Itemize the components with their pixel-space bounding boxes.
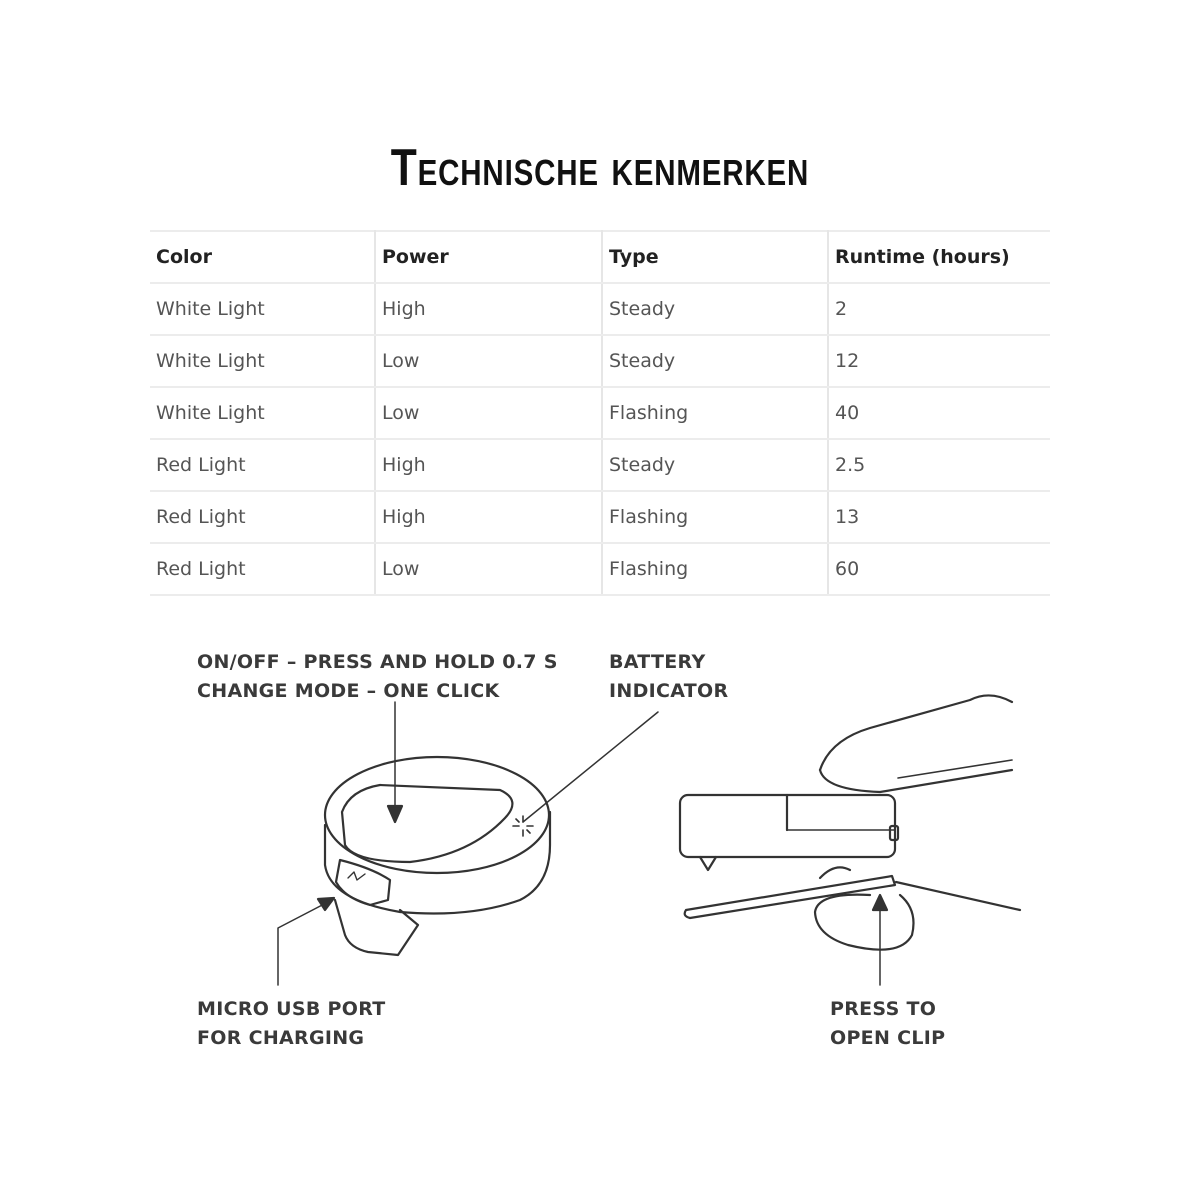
cell-power: Low: [375, 335, 602, 387]
battery-callout-line2: INDICATOR: [609, 680, 729, 702]
cell-color: Red Light: [150, 491, 375, 543]
cell-color: Red Light: [150, 439, 375, 491]
thumb-tip: [815, 895, 914, 950]
cell-power: Low: [375, 543, 602, 595]
usb-callout-line2: FOR CHARGING: [197, 1027, 365, 1049]
cell-runtime: 13: [828, 491, 1050, 543]
power-callout-line2: CHANGE MODE – ONE CLICK: [197, 680, 500, 702]
usb-icon: [348, 872, 365, 880]
cell-type: Flashing: [602, 387, 828, 439]
usb-callout-line1: MICRO USB PORT: [197, 998, 386, 1020]
cell-power: Low: [375, 387, 602, 439]
cell-runtime: 60: [828, 543, 1050, 595]
clip-arrow: [873, 895, 887, 910]
cell-power: High: [375, 491, 602, 543]
column-header-type: Type: [602, 231, 828, 283]
clip-arm: [685, 876, 895, 918]
cell-type: Steady: [602, 335, 828, 387]
cell-runtime: 2.5: [828, 439, 1050, 491]
thumb-top: [896, 882, 1020, 910]
usb-leader-line: [278, 902, 328, 985]
battery-indicator-icon: [513, 816, 533, 836]
cell-runtime: 40: [828, 387, 1050, 439]
clip-side-illustration: [680, 695, 1020, 985]
cell-color: White Light: [150, 335, 375, 387]
cell-type: Steady: [602, 439, 828, 491]
product-diagram: [0, 600, 1200, 1100]
rear-clip: [335, 900, 418, 955]
battery-leader-line: [523, 712, 658, 822]
cell-type: Steady: [602, 283, 828, 335]
finger-top: [820, 695, 1012, 770]
table-row: [150, 335, 1050, 387]
column-header-color: Color: [150, 231, 375, 283]
cell-runtime: 2: [828, 283, 1050, 335]
cell-runtime: 12: [828, 335, 1050, 387]
finger-bottom: [820, 770, 1012, 792]
cell-color: White Light: [150, 283, 375, 335]
cell-power: High: [375, 283, 602, 335]
power-button: [342, 785, 512, 862]
clip-callout-line1: PRESS TO: [830, 998, 937, 1020]
spec-table: [150, 230, 1050, 596]
power-callout-line1: ON/OFF – PRESS AND HOLD 0.7 S: [197, 651, 558, 673]
battery-callout-line1: BATTERY: [609, 651, 706, 673]
unit-body-side: [325, 812, 550, 914]
finger-crease: [898, 760, 1012, 778]
cell-type: Flashing: [602, 543, 828, 595]
table-row: [150, 439, 1050, 491]
table-row: [150, 543, 1050, 595]
table-row: [150, 387, 1050, 439]
clip-callout-line2: OPEN CLIP: [830, 1027, 946, 1049]
usb-arrow: [318, 898, 334, 910]
cell-type: Flashing: [602, 491, 828, 543]
table-row: [150, 491, 1050, 543]
column-header-runtime: Runtime (hours): [828, 231, 1050, 283]
clip-pivot: [820, 867, 850, 878]
cell-color: White Light: [150, 387, 375, 439]
cell-color: Red Light: [150, 543, 375, 595]
light-unit-illustration: [278, 702, 658, 985]
page-title: Technische kenmerken: [390, 139, 810, 197]
column-header-power: Power: [375, 231, 602, 283]
power-arrow: [388, 806, 402, 822]
table-header-row: [150, 231, 1050, 283]
cell-power: High: [375, 439, 602, 491]
clip-hinge: [700, 857, 716, 870]
table-row: [150, 283, 1050, 335]
